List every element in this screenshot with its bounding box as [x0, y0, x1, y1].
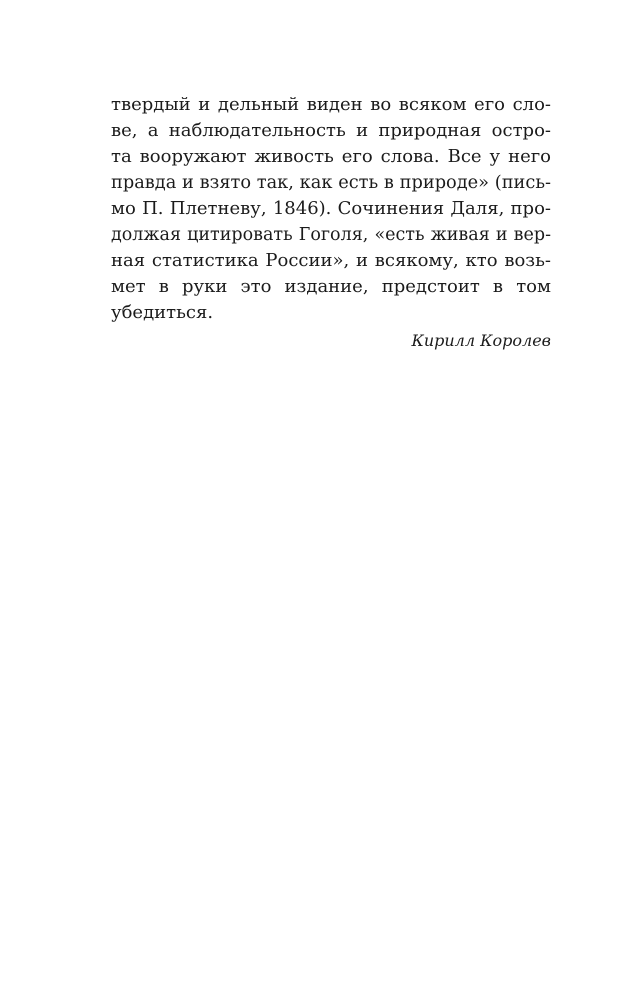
- text-line: та вооружают живость его слова. Все у него: [111, 146, 551, 167]
- paragraph: [111, 92, 551, 326]
- text-line: ная статистика России», и всякому, кто возь-: [111, 250, 551, 271]
- text-line: ве, а наблюдательность и природная остро-: [111, 120, 551, 141]
- text-line: правда и взято так, как есть в природе» (пись-: [111, 173, 551, 193]
- text-line: твердый и дельный виден во всяком его сло-: [111, 94, 551, 115]
- text-line: мо П. Плетневу, 1846). Сочинения Даля, про-: [111, 198, 551, 219]
- author-signature: Кирилл Королев: [411, 331, 551, 350]
- text-line-last: убедиться.: [111, 302, 214, 323]
- text-line: должая цитировать Гоголя, «есть живая и вер-: [111, 225, 551, 245]
- text-line: мет в руки это издание, предстоит в том: [111, 276, 551, 297]
